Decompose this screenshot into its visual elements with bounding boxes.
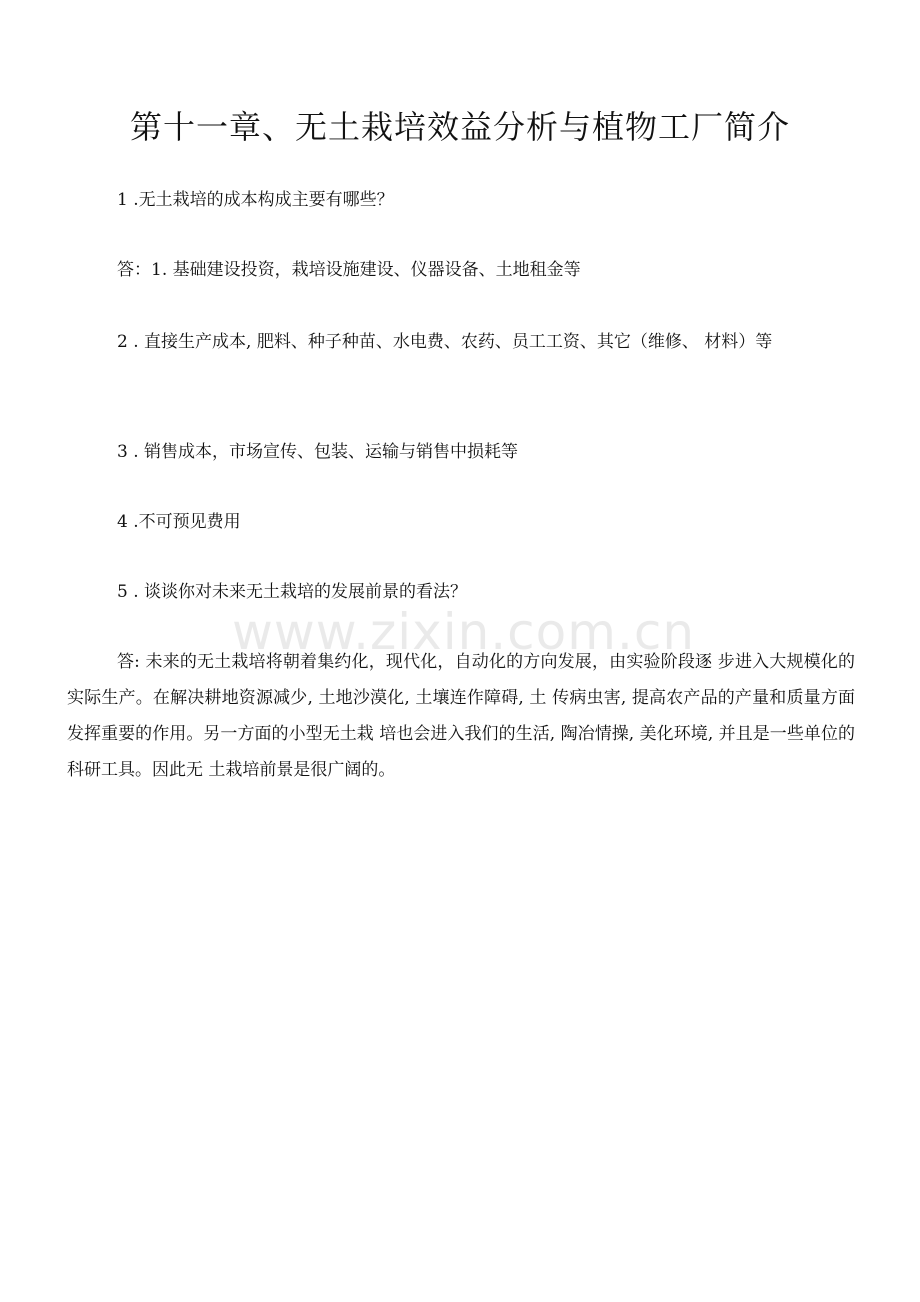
answer-1-item-3: 3 . 销售成本，市场宣传、包装、运输与销售中损耗等 — [117, 442, 519, 462]
page-title: 第十一章、无土栽培效益分析与植物工厂简介 — [129, 108, 790, 146]
answer-1-item-4: 4 .不可预见费用 — [117, 512, 241, 532]
question-5: 5 . 谈谈你对未来无土栽培的发展前景的看法？ — [117, 582, 468, 602]
question-1: 1 .无土栽培的成本构成主要有哪些？ — [117, 190, 394, 210]
answer-5: 答: 未来的无土栽培将朝着集约化，现代化，自动化的方向发展，由实验阶段逐 步进入大规模化的实际生产。在解决耕地资源减少, 土地沙漠化, 土壤连作障碍, 土 传病虫害, 提高农产品的产量和质量方面发挥重要的作用。另一方面的小型无土栽 培也会进入我们的生活, 陶冶情操, 美化环境, 并且是一些单位的科研工具。因此无 土栽培前景是很广阔的。 — [67, 652, 855, 780]
answer-1-item-2: 2 . 直接生产成本, 肥料、种子种苗、水电费、农药、员工工资、其它（维修、 材料）等 — [117, 332, 773, 352]
watermark: www.zixin.com.cn — [232, 603, 696, 661]
answer-1-item-1: 答：1. 基础建设投资，栽培设施建设、仪器设备、土地租金等 — [117, 260, 581, 280]
